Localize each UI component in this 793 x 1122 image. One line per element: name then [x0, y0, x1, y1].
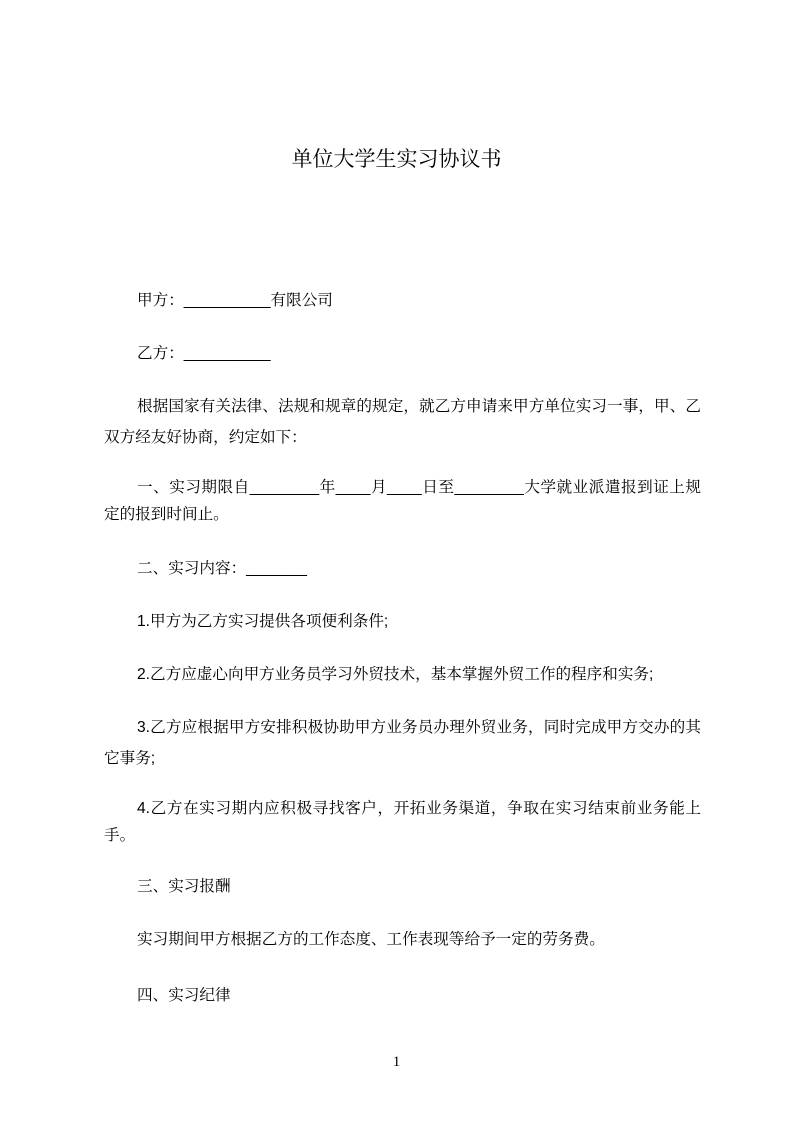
page-number: 1	[392, 1054, 401, 1070]
party-b-line: 乙方：__________	[137, 345, 271, 362]
clause-2-heading: 二、实习内容：_______	[137, 560, 307, 577]
preamble-paragraph: 根据国家有关法律、法规和规章的规定，就乙方申请来甲方单位实习一事，甲、乙双方经友好协商，约定如下：	[104, 398, 701, 446]
clause-1-term: 一、实习期限自________年____月____日至________大学就业派遣报到证上规定的报到时间止。	[104, 479, 701, 523]
clause-2-item-3: 3.乙方应根据甲方安排积极协助甲方业务员办理外贸业务，同时完成甲方交办的其它事务;	[104, 719, 701, 767]
clause-3-heading: 三、实习报酬	[137, 878, 231, 895]
clause-2-item-1: 1.甲方为乙方实习提供各项便利条件;	[137, 613, 389, 630]
clause-4-heading: 四、实习纪律	[137, 987, 231, 1004]
clause-3-body: 实习期间甲方根据乙方的工作态度、工作表现等给予一定的劳务费。	[137, 931, 605, 948]
clause-2-item-2: 2.乙方应虚心向甲方业务员学习外贸技术，基本掌握外贸工作的程序和实务;	[137, 666, 654, 683]
document-title: 单位大学生实习协议书	[291, 148, 502, 171]
clause-2-item-4: 4.乙方在实习期内应积极寻找客户，开拓业务渠道，争取在实习结束前业务能上手。	[104, 800, 701, 844]
party-a-line: 甲方：__________有限公司	[137, 292, 333, 309]
